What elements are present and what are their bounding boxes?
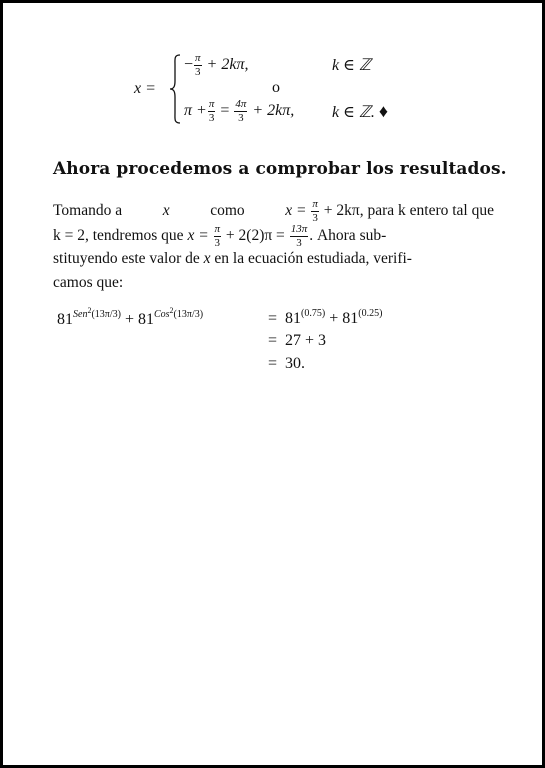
equation-row-3: = 30. <box>268 355 306 372</box>
left-brace-icon <box>169 53 181 125</box>
fraction-pi-over-3: $\frac{\pi}{3}$ <box>195 52 201 78</box>
fraction-13pi-over-3: $\frac{13\pi}{3}$ <box>290 223 308 249</box>
fraction-4pi-over-3: $\frac{4\pi}{3}$ <box>235 98 247 124</box>
paragraph-line-4: camos que: <box>53 274 124 291</box>
fraction-pi-over-3: $\frac{\pi}{3}$ <box>214 223 221 249</box>
fraction-pi-over-3: $\frac{\pi}{3}$ <box>312 198 318 224</box>
case-line-2-expr: π + $\frac{\pi}{3}$ = $\frac{4\pi}{3}$ + 2kπ, <box>184 98 295 124</box>
section-heading: Ahora procedemos a comprobar los resultados. <box>53 159 507 179</box>
case-line-1-condition: k ∈ ℤ <box>332 57 371 74</box>
paragraph-line-2: k = 2, tendremos que x = $\frac{\pi}{3}$ + 2(2)π = $\frac{13\pi}{3}$ . Ahora sub- <box>53 223 387 249</box>
equation-row-1: = $81^{(0.75)} + 81^{(0.25)}$ <box>268 308 383 327</box>
case-connector: o <box>272 79 280 96</box>
body-paragraph <box>53 199 494 295</box>
paragraph-line-1: Tomando a x como x = $\frac{\pi}{3}$ + 2kπ, para k entero tal que <box>53 198 494 224</box>
equation-lhs: $81^{Sen^2(13\pi/3)} + 81^{Cos^2(13\pi/3)}$ <box>57 306 204 328</box>
case-line-2-condition: k ∈ ℤ. ♦ <box>332 101 389 121</box>
case-line-1-expr: − $\frac{\pi}{3}$ + 2kπ, <box>184 52 249 78</box>
equation-row-2: = 27 + 3 <box>268 332 327 349</box>
diamond-icon: ♦ <box>378 101 389 121</box>
fraction-pi-over-3: $\frac{\pi}{3}$ <box>208 98 215 124</box>
cases-lhs: x = <box>134 80 156 97</box>
paragraph-line-3: stituyendo este valor de x en la ecuación estudiada, verifi- <box>53 250 412 267</box>
